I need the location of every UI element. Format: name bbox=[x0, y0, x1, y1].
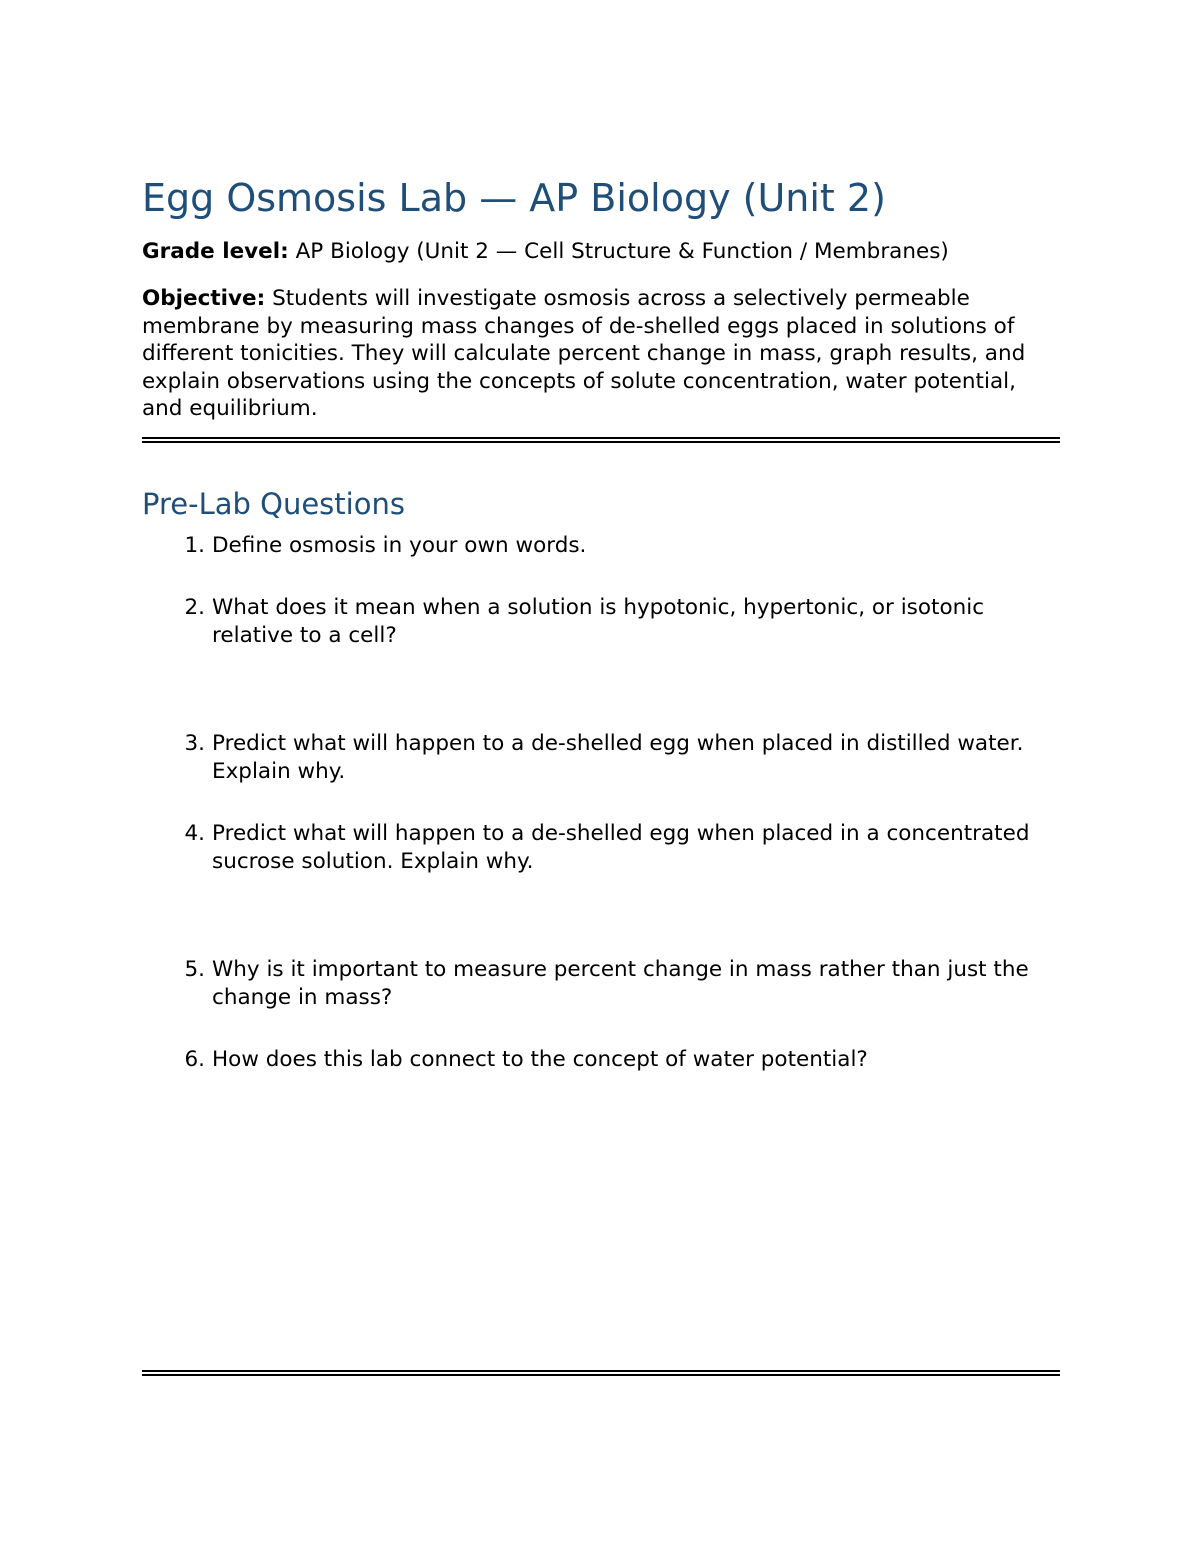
question-number: 1. bbox=[184, 533, 205, 558]
document-title: Egg Osmosis Lab — AP Biology (Unit 2) bbox=[142, 176, 886, 220]
section-divider-top bbox=[142, 437, 1060, 443]
question-number: 4. bbox=[184, 821, 205, 846]
objective-value: Students will investigate osmosis across a selectively permeable membrane by measuring mass changes of de-shelled eggs placed in solutions of different tonicities. They will calculate percent change in mass, graph results, and explain observations using the concepts of solute concentration, water potential, and equilibrium. bbox=[142, 286, 1026, 421]
question-text: Predict what will happen to a de-shelled egg when placed in distilled water. Explain why. bbox=[212, 731, 1024, 784]
question-number: 2. bbox=[184, 595, 205, 620]
section-divider-bottom bbox=[142, 1370, 1060, 1376]
question-number: 5. bbox=[184, 957, 205, 982]
question-text: Define osmosis in your own words. bbox=[212, 533, 587, 558]
question-text: Why is it important to measure percent change in mass rather than just the change in mass? bbox=[212, 957, 1029, 1010]
question-number: 6. bbox=[184, 1047, 205, 1072]
objective bbox=[142, 285, 1060, 423]
objective-label: Objective: bbox=[142, 286, 266, 311]
grade-level-value: AP Biology (Unit 2 — Cell Structure & Function / Membranes) bbox=[295, 239, 949, 264]
question-text: Predict what will happen to a de-shelled egg when placed in a concentrated sucrose solution. Explain why. bbox=[212, 821, 1030, 874]
question-number: 3. bbox=[184, 731, 205, 756]
grade-level bbox=[142, 238, 949, 266]
question-text: How does this lab connect to the concept of water potential? bbox=[212, 1047, 868, 1072]
grade-level-label: Grade level: bbox=[142, 239, 289, 264]
question-text: What does it mean when a solution is hypotonic, hypertonic, or isotonic relative to a cell? bbox=[212, 595, 985, 648]
prelab-heading: Pre-Lab Questions bbox=[142, 487, 405, 521]
document-page bbox=[142, 0, 1060, 1553]
